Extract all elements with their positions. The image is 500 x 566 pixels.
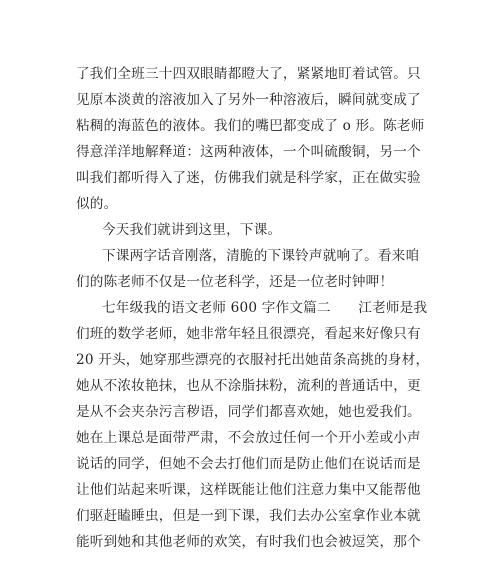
text-line: 20 开头，她穿那些漂亮的衣服衬托出她苗条高挑的身材， (76, 352, 430, 368)
text-line: 了我们全班三十四双眼睛都瞪大了，紧紧地盯着试管。只 (76, 66, 421, 82)
text-line: 让他们站起来听课，这样既能让他们注意力集中又能帮他 (76, 482, 421, 498)
text-line: 今天我们就讲到这里，下课。 (102, 222, 282, 238)
text-line: 她在上课总是面带严肃，不会放过任何一个开小差或小声 (76, 430, 421, 446)
text-line: 粘稠的海蓝色的液体。我们的嘴巴都变成了 o 形。陈老师 (76, 118, 425, 134)
text-line: 下课两字话音刚落，清脆的下课铃声就响了。看来咱 (102, 248, 420, 264)
text-line: 叫我们都听得入了迷，仿佛我们就是科学家，正在做实验 (76, 170, 421, 186)
text-line: 见原本淡黄的溶液加入了另外一种溶液后，瞬间就变成了 (76, 92, 421, 108)
text-line: 能听到她和其他老师的欢笑，有时我们也会被逗笑，那个 (76, 534, 421, 550)
text-line: 说话的同学，但她不会去打他们而是防止他们在说话而是 (76, 456, 421, 472)
text-line: 似的。 (76, 196, 118, 212)
text-line: 们的陈老师不仅是一位老科学，还是一位老时钟呷！ (76, 274, 394, 290)
text-line: 是从不会夹杂污言秽语，同学们都喜欢她，她也爱我们。 (76, 404, 421, 420)
text-line: 得意洋洋地解释道：这两种液体，一个叫硫酸铜，另一个 (76, 144, 421, 160)
text-line: 们驱赶瞌睡虫，但是一到下课，我们去办公室拿作业本就 (76, 508, 421, 524)
text-line: 们班的数学老师，她非常年轻且很漂亮，看起来好像只有 (76, 326, 421, 342)
text-line: 她从不浓妆艳抹，也从不涂脂抹粉，流利的普通话中，更 (76, 378, 421, 394)
text-line: 七年级我的语文老师 600 字作文篇二 江老师是我 (102, 300, 428, 316)
